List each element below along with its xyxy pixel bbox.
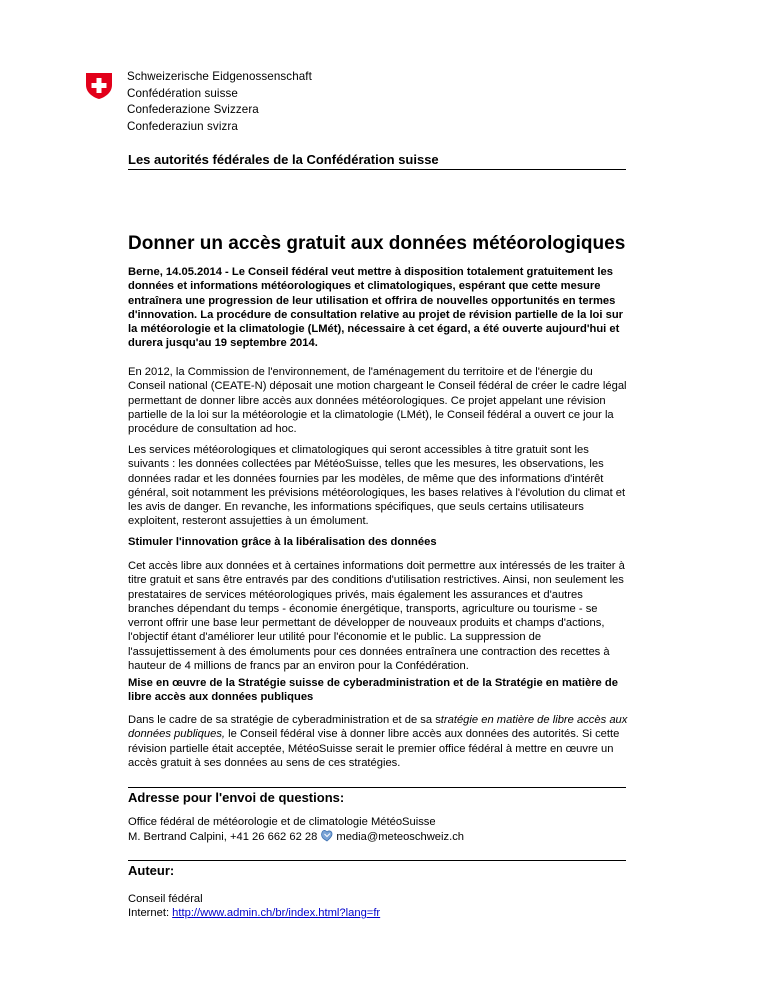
contact-heading: Adresse pour l'envoi de questions:: [128, 787, 626, 805]
confederation-name-rm: Confederaziun svizra: [127, 119, 238, 133]
authorities-heading: Les autorités fédérales de la Confédération suisse: [128, 152, 626, 170]
contact-email-link[interactable]: media@meteoschweiz.ch: [336, 831, 465, 843]
author-name: Conseil fédéral: [128, 893, 203, 905]
contact-phone: M. Bertrand Calpini, +41 26 662 62 28: [128, 831, 318, 843]
confederation-names: [127, 69, 387, 135]
paragraph-strategy-italic: tratégie en matière de libre accès aux données publiques,: [128, 714, 628, 741]
author-internet: [128, 906, 628, 920]
email-icon: [320, 829, 334, 842]
page-title: Donner un accès gratuit aux données météorologiques: [128, 233, 626, 254]
paragraph-open-access: Cet accès libre aux données et à certaines informations doit permettre aux intéressés de les traiter à titre gratuit et sans être entravés par des conditions d'utilisation restrictives. Ainsi, non seulement les prestataires de services météorologiques privés, mais également les assurances et d'autres branches dépendant du temps - économie énergétique, transports, agriculture ou tourisme - se verront offrir une base leur permettant de développer de nouveaux produits et champs d'actions, l'objectif étant d'améliorer leur utilité pour l'économie et le public. La suppression de l'assujettissement à des émoluments pour ces données entraînera une contraction des recettes à hauteur de 4 millions de francs par an environ pour la Confédération.: [128, 560, 625, 673]
confederation-name-de: Schweizerische Eidgenossenschaft: [127, 70, 312, 83]
subheading-innovation: Stimuler l'innovation grâce à la libéralisation des données: [128, 536, 437, 548]
swiss-flag-icon: [85, 72, 113, 100]
confederation-name-fr: Confédération suisse: [127, 86, 238, 100]
contact-office: Office fédéral de météorologie et de climatologie MétéoSuisse: [128, 816, 436, 828]
author-url-link[interactable]: http://www.admin.ch/br/index.html?lang=fr: [172, 907, 381, 919]
paragraph-services: Les services météorologiques et climatologiques qui seront accessibles à titre gratuit sont les suivants : les données collectées par MétéoSuisse, telles que les mesures, les observations, les données radar et les données fournies par les modèles, de même que des informations d'intérêt général, soit notamment les prévisions météorologiques, les bases relatives à l'évolution du climat et les avis de danger. En revanche, les informations spécifiques, que seuls certains utilisateurs exploitent, resteront assujetties à un émolument.: [128, 444, 626, 528]
lead-paragraph: Berne, 14.05.2014 - Le Conseil fédéral veut mettre à disposition totalement gratuitement les données et informations météorologiques et climatologiques, espérant que cette mesure entraînera une progression de leur utilisation et offrira de nouvelles opportunités en termes d'innovation. La procédure de consultation relative au projet de révision partielle de la loi sur la météorologie et la climatologie (LMét), nécessaire à cet égard, a été ouverte aujourd'hui et durera jusqu'au 19 septembre 2014.: [128, 266, 624, 350]
author-heading: Auteur:: [128, 860, 626, 878]
paragraph-strategy: [128, 713, 628, 770]
paragraph-strategy-part1: Dans le cadre de sa stratégie de cyberadministration et de sa s: [128, 714, 441, 726]
confederation-name-it: Confederazione Svizzera: [127, 103, 259, 116]
subheading-strategy: Mise en œuvre de la Stratégie suisse de cyberadministration et de la Stratégie en matière de libre accès aux données publiques: [128, 677, 618, 704]
contact-person: [128, 829, 628, 844]
paragraph-strategy-part2: le Conseil fédéral vise à donner libre accès aux données des autorités. Si cette révision partielle était acceptée, MétéoSuisse serait le premier office fédéral à mettre en œuvre un accès gratuit à ses données au sens de ces stratégies.: [128, 728, 620, 769]
paragraph-ceate: En 2012, la Commission de l'environnement, de l'aménagement du territoire et de l'énergie du Conseil national (CEATE-N) déposait une motion chargeant le Conseil fédéral de créer le cadre légal permettant de donner libre accès aux données météorologiques. Ce projet appelant une révision partielle de la loi sur la météorologie et la climatologie (LMét), le Conseil fédéral a ouvert ce jour la procédure de consultation ad hoc.: [128, 366, 627, 436]
internet-label: Internet:: [128, 907, 173, 919]
